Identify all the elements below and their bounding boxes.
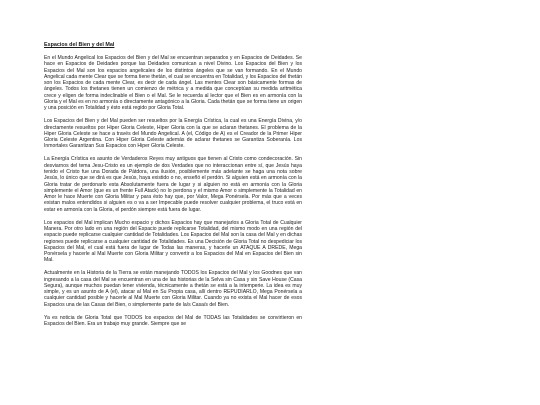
paragraph: Los Espacios del Bien y del Mal pueden ser resueltos por la Energía Crística, la cual es una Energía Divina, y/o directamente resueltos por Hiper Gloria Celeste, Hiper Gloria con la que se aclaran thetanes. El problema de la Hiper Gloria Celeste se hace a través del Mundo Angelical. A (el, Código de A) es el Creador de la Primer Hiper Gloria Celeste Argentina. Con Hiper Gloria Celeste además de aclarar thetanes se Garantiza Soberanía. Los Inmortales Garantizan Sus Espacios con Hiper Gloria Celeste. — [44, 118, 302, 150]
document-body — [44, 42, 302, 334]
document-title: Espacios del Bien y del Mal — [44, 42, 115, 48]
paragraph: Ya es noticia de Gloria Total que TODOS los espacios del Mal de TODAS las Totalidades se convirtieron en Espacios del Bien. Era un trabajo muy grande. Siempre que se — [44, 314, 302, 327]
paragraph: La Energía Crística es asunto de Verdaderos Reyes muy antiguos que tienen al Cristo como condecoración. Sin desviarnos del tema Jesu-Cristo es un ejemplo de dos Verdades que no interaccionan entre sí, que Jesús haya tenido el Cristo fue una Dorada de Pátdora, una ilusión, posiblemente más adelante se haga una nota sobre Jesús, lo único que se dirá es que Jesús, haya existido o no, enseñó el perdón. Si alguien está en armonía con la Gloria tratar de perdonarlo esta Absolutamente fuera de lugar y si alguien no está en armonía con la Gloria simplemente el Amor (que es un frente Full Atack) no lo perdona y el mismo Amor o simplemente la Totalidad en Amor le hace Muerte con Gloria Militar y para ésto hay que, por Valor, Mega Ponérsela. Por más que a veces existan malos entendidos si alguien es o va a ser Impecable puede resolver cualquier problema, el truco está en estar en armonía con la Gloria, el perdón siempre está fuera de lugar. — [44, 156, 302, 213]
paragraph: Los espacios del Mal implican Mucho espacio y dichos Espacios hay que manejarlos a Gloria Total de Cualquier Manera. Por otro lado en una región del Espacio puede replicarse Totalidad, del mismo modo en una región del espacio puede replicarse cualquier cantidad de Totalidades. Los Espacios del Mal son la casa del Mal y en dichas regiones puede replicarse a cualquier cantidad de Totalidades. Es una Decisión de Gloria Total no despediciar los Espacios del Mal, el cual está fuera de lugar de Todas las maneras, y hacerle un ATAQUE A DREDE, Mega Ponérsela y hacerle al Mal Muerte con Gloria Militar y convertir a los Espacios del Mal en Espacios del Bien sin Mal. — [44, 219, 302, 264]
paragraph: En el Mundo Angelical los Espacios del Bien y del Mal se encuentran separados y en Espacios de Deidades. Se hace en Espacios de Deidades porque las Deidades comunican a nivel Divino. Los Espacios del Bien y los Espacios del Mal son los espacios angelicales de los distintos ángeles que se van formando. En el Mundo Angelical cada mente Clear que se forma tiene thetán, el cual se encuentra en Totalidad, y los Espacios del thetán son los Espacios de cada mente Clear, es decir de cada ángel. Las mentes Clear son básicamente formas de ángeles. Todos los thetanes tienen un comienzo de métrica y a medida que conceptúan su medida aritmética crece y eligen de forma indeclinable el Bien o el Mal. Se le recuerda al lector que el Bien es en armonía con la Gloria y el Mal es en no armonía o directamente antagónico a la Gloria. Cada thetán que se forma tiene un origen y una posición en Totalidad y ésto está regido por Gloria Total. — [44, 55, 302, 112]
paragraph: Actualmente en la Historia de la Tierra se están manejando TODOS los Espacios del Mal y los Goodnes que van ingresando a la casa del Mal se encuentran en una de las historias de la Selva sin Casa y sin Save House (Casa Segura), aunque muchos puedan tener vivienda, técnicamente a thetán se está a la intemperie. La idea es muy simple, y es un asunto de A (el), atacar al Mal en Su Propia casa, allí dentro REPUDIARLO, Mega Ponérsela a cualquier cantidad posible y hacerle al Mal Muerte con Gloria Militar. Cuando ya no exista el Mal hacer de esos Espacios una de las Casas del Bien, o simplemente parte de la/s Casa/s del Bien. — [44, 270, 302, 308]
